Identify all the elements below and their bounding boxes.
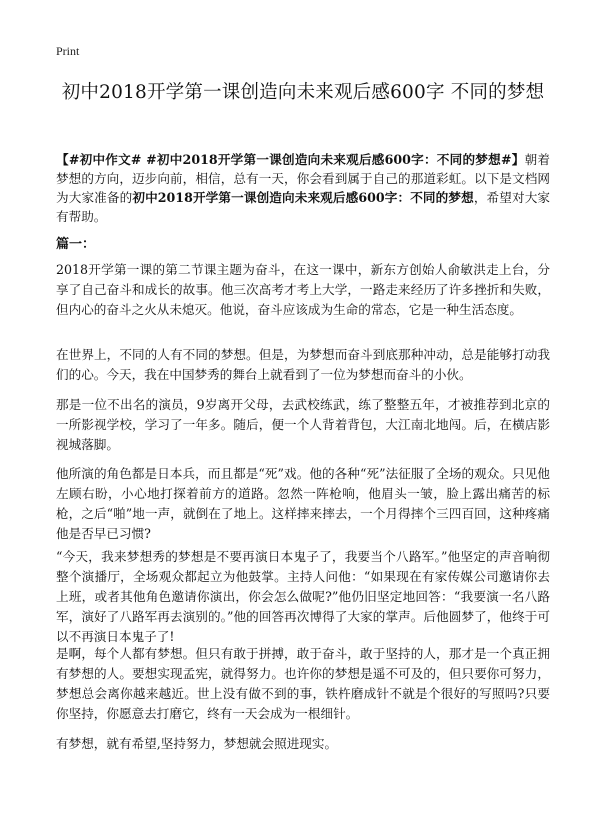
- body-paragraph-2: 在世界上，不同的人有不同的梦想。但是，为梦想而奋斗到底那种冲动，总是能够打动我们的心。今天，我在中国梦秀的舞台上就看到了一位为梦想而奋斗的小伙。: [56, 347, 550, 382]
- document-title: 初中2018开学第一课创造向未来观后感600字 不同的梦想: [61, 82, 545, 103]
- body-paragraph-6: 是啊，每个人都有梦想。但只有敢于拼搏，敢于奋斗，敢于坚持的人，那才是一个真正拥有梦想的人。要想实现孟宪，就得努力。也许你的梦想是遥不可及的，但只要你可努力，梦想总会离你越来越近。世上没有做不到的事，铁杵磨成针不就是个很好的写照吗?只要你坚持，你愿意去打磨它，终有一天会成为一根细针。: [56, 646, 550, 721]
- intro-text-1: 朝着梦想的方向，迈步向前，相信，总有一天，你会看到属于自己的那道彩虹。以下是文档网为大家准备的: [56, 152, 551, 205]
- body-paragraph-1: 2018开学第一课的第二节课主题为奋斗，在这一课中，新东方创始人俞敏洪走上台，分享了自己奋斗和成长的故事。他三次高考才考上大学，一路走来经历了许多挫折和失败，但内心的奋斗之火从未熄灭。他说，奋斗应该成为生命的常态，它是一种生活态度。: [56, 262, 550, 317]
- body-paragraph-4: 他所演的角色都是日本兵，而且都是“死”戏。他的各种“死”法征服了全场的观众。只见他左顾右盼，小心地打探着前方的道路。忽然一阵枪响，他眉头一皱，脸上露出痛苦的标枪，之后“啪”地一声，就倒在了地上。这样摔来摔去，一个月得摔个三四百回，这种疼痛他是否早已习惯?: [56, 466, 550, 541]
- intro-bold-tag: 【#初中作文# #初中2018开学第一课创造向未来观后感600字：不同的梦想#】: [56, 152, 525, 167]
- body-paragraph-3: 那是一位不出名的演员，9岁离开父母，去武校练武，练了整整五年，才被推荐到北京的一所影视学校，学习了一年多。随后，便一个人背着背包，大江南北地闯。后，在横店影视城落脚。: [56, 397, 550, 452]
- section-heading: 篇一：: [56, 237, 96, 252]
- intro-text-2: ，希望对大家有帮助。: [56, 190, 551, 224]
- body-paragraph-7: 有梦想，就有希望,坚持努力，梦想就会照进现实。: [56, 736, 338, 751]
- intro-bold-title: 初中2018开学第一课创造向未来观后感600字：不同的梦想: [132, 190, 474, 205]
- intro-paragraph: [56, 150, 550, 226]
- print-label: Print: [56, 44, 80, 58]
- body-paragraph-5: “今天，我来梦想秀的梦想是不要再演日本鬼子了，我要当个八路军。”他坚定的声音响彻整个演播厅，全场观众都起立为他鼓掌。主持人问他：“如果现在有家传媒公司邀请你去上班，或者其他角色邀请你演出，你会怎么做呢?”他仍旧坚定地回答：“我要演一名八路军，演好了八路军再去演别的。”他的回答再次博得了大家的掌声。后他圆梦了，他终于可以不再演日本鬼子了!: [56, 549, 550, 644]
